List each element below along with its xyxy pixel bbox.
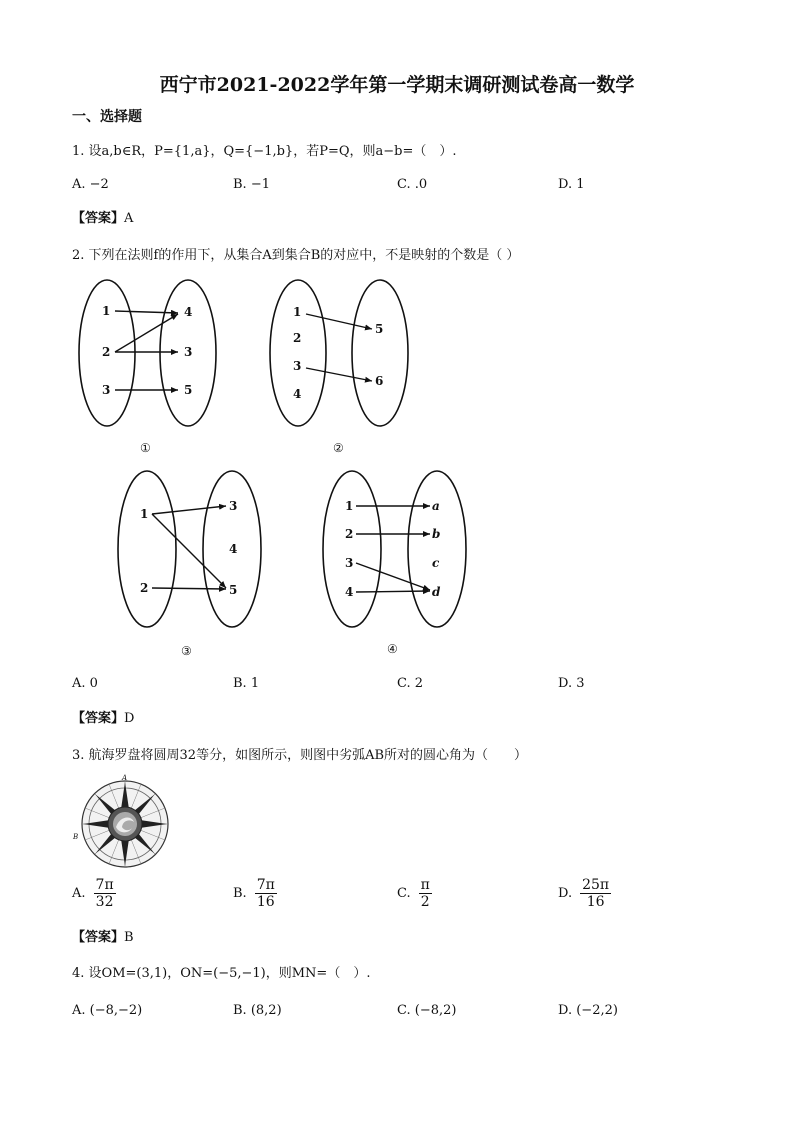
q3-option-a-label: A.	[72, 886, 86, 901]
question-1-text: 1. 设a,b∈R，P={1,a}，Q={−1,b}，若P=Q，则a−b=（ ）.	[72, 144, 457, 159]
question-2-text: 2. 下列在法则f的作用下，从集合A到集合B的对应中，不是映射的个数是（ ）	[72, 248, 520, 263]
d4-set-b-ellipse	[408, 471, 466, 627]
q3-option-b-num: 7π	[256, 877, 275, 893]
q1-option-a: A. −2	[72, 177, 109, 192]
d2-arrow-1-5	[306, 314, 372, 329]
d2-right-6: 6	[375, 374, 384, 388]
d1-caption: ①	[140, 441, 151, 455]
question-3-text: 3. 航海罗盘将圆周32等分，如图所示，则图中劣弧AB所对的圆心角为（ ）	[72, 748, 528, 763]
compass-label-a: A	[122, 774, 128, 782]
d4-right-d: d	[432, 585, 441, 599]
d1-right-5: 5	[184, 383, 193, 397]
q1-answer-label: 【答案】	[72, 211, 125, 226]
d4-right-c: c	[432, 556, 440, 570]
d4-arrow-4-d	[356, 591, 430, 592]
d4-left-3: 3	[345, 556, 354, 570]
q1-answer	[72, 207, 133, 226]
d3-set-a-ellipse	[118, 471, 176, 627]
d1-right-4: 4	[184, 305, 193, 319]
d3-left-1: 1	[140, 507, 149, 521]
d3-left-2: 2	[140, 581, 149, 595]
d2-left-1: 1	[293, 305, 302, 319]
q2-option-c: C. 2	[397, 676, 424, 691]
d4-left-2: 2	[345, 527, 354, 541]
q3-option-b	[233, 877, 277, 910]
section-heading: 一、选择题	[72, 109, 142, 125]
d1-left-2: 2	[102, 345, 111, 359]
q1-option-c: C. .0	[397, 177, 428, 192]
q2-answer-value: D	[124, 711, 135, 726]
d3-caption: ③	[181, 644, 192, 658]
q3-option-d-den: 16	[586, 894, 605, 910]
d3-right-4: 4	[229, 542, 238, 556]
q3-option-b-den: 16	[256, 894, 275, 910]
q4-option-c: C. (−8,2)	[397, 1003, 457, 1018]
d4-arrow-3-d	[356, 563, 430, 590]
page-title: 西宁市2021-2022学年第一学期末调研测试卷高一数学	[159, 74, 635, 96]
q3-option-c-den: 2	[420, 894, 430, 910]
q2-answer-label: 【答案】	[72, 711, 125, 726]
d2-set-b-ellipse	[352, 280, 408, 426]
d2-set-a-ellipse	[270, 280, 326, 426]
d1-left-3: 3	[102, 383, 111, 397]
d1-left-1: 1	[102, 304, 111, 318]
d3-arrow-1-5	[152, 514, 226, 588]
q4-option-d: D. (−2,2)	[558, 1003, 618, 1018]
d4-right-a: a	[432, 499, 440, 513]
d2-right-5: 5	[375, 322, 384, 336]
q2-answer	[72, 707, 134, 726]
q4-option-b: B. (8,2)	[233, 1003, 282, 1018]
q3-option-b-label: B.	[233, 886, 247, 901]
d3-right-3: 3	[229, 499, 238, 513]
d1-arrow-1-4	[115, 311, 178, 313]
q3-answer-value: B	[124, 930, 134, 945]
d4-set-a-ellipse	[323, 471, 381, 627]
question-4-text: 4. 设OM=(3,1)，ON=(−5,−1)，则MN=（ ）.	[72, 966, 371, 981]
q3-answer	[72, 926, 134, 945]
q2-option-b: B. 1	[233, 676, 260, 691]
d3-right-5: 5	[229, 583, 238, 597]
d2-left-2: 2	[293, 331, 302, 345]
compass-figure	[72, 772, 176, 876]
d1-arrow-2-4	[115, 314, 178, 352]
d2-arrow-3-6	[306, 368, 372, 381]
q2-option-a: A. 0	[72, 676, 98, 691]
d2-caption: ②	[333, 441, 344, 455]
q4-option-a: A. (−8,−2)	[72, 1003, 143, 1018]
d3-arrow-2-5	[152, 588, 226, 589]
q1-option-b: B. −1	[233, 177, 270, 192]
q3-answer-label: 【答案】	[72, 930, 125, 945]
d4-left-1: 1	[345, 499, 354, 513]
q3-option-a-num: 7π	[95, 877, 114, 893]
q3-option-d-label: D.	[558, 886, 573, 901]
q3-option-d	[558, 877, 611, 910]
d1-right-3: 3	[184, 345, 193, 359]
d3-arrow-1-3	[152, 506, 226, 514]
q1-answer-value: A	[124, 211, 134, 226]
d4-right-b: b	[432, 527, 441, 541]
q3-option-a-den: 32	[95, 894, 114, 910]
d4-left-4: 4	[345, 585, 354, 599]
d2-left-4: 4	[293, 387, 302, 401]
d2-left-3: 3	[293, 359, 302, 373]
q3-option-c-num: π	[420, 877, 430, 893]
q2-option-d: D. 3	[558, 676, 585, 691]
q1-option-d: D. 1	[558, 177, 585, 192]
d4-caption: ④	[387, 642, 398, 656]
q3-option-c	[397, 877, 432, 910]
mapping-diagrams	[60, 270, 480, 665]
q3-option-a	[72, 877, 116, 910]
compass-label-b: B	[73, 833, 79, 841]
q3-option-d-num: 25π	[582, 877, 610, 893]
q3-option-c-label: C.	[397, 886, 411, 901]
